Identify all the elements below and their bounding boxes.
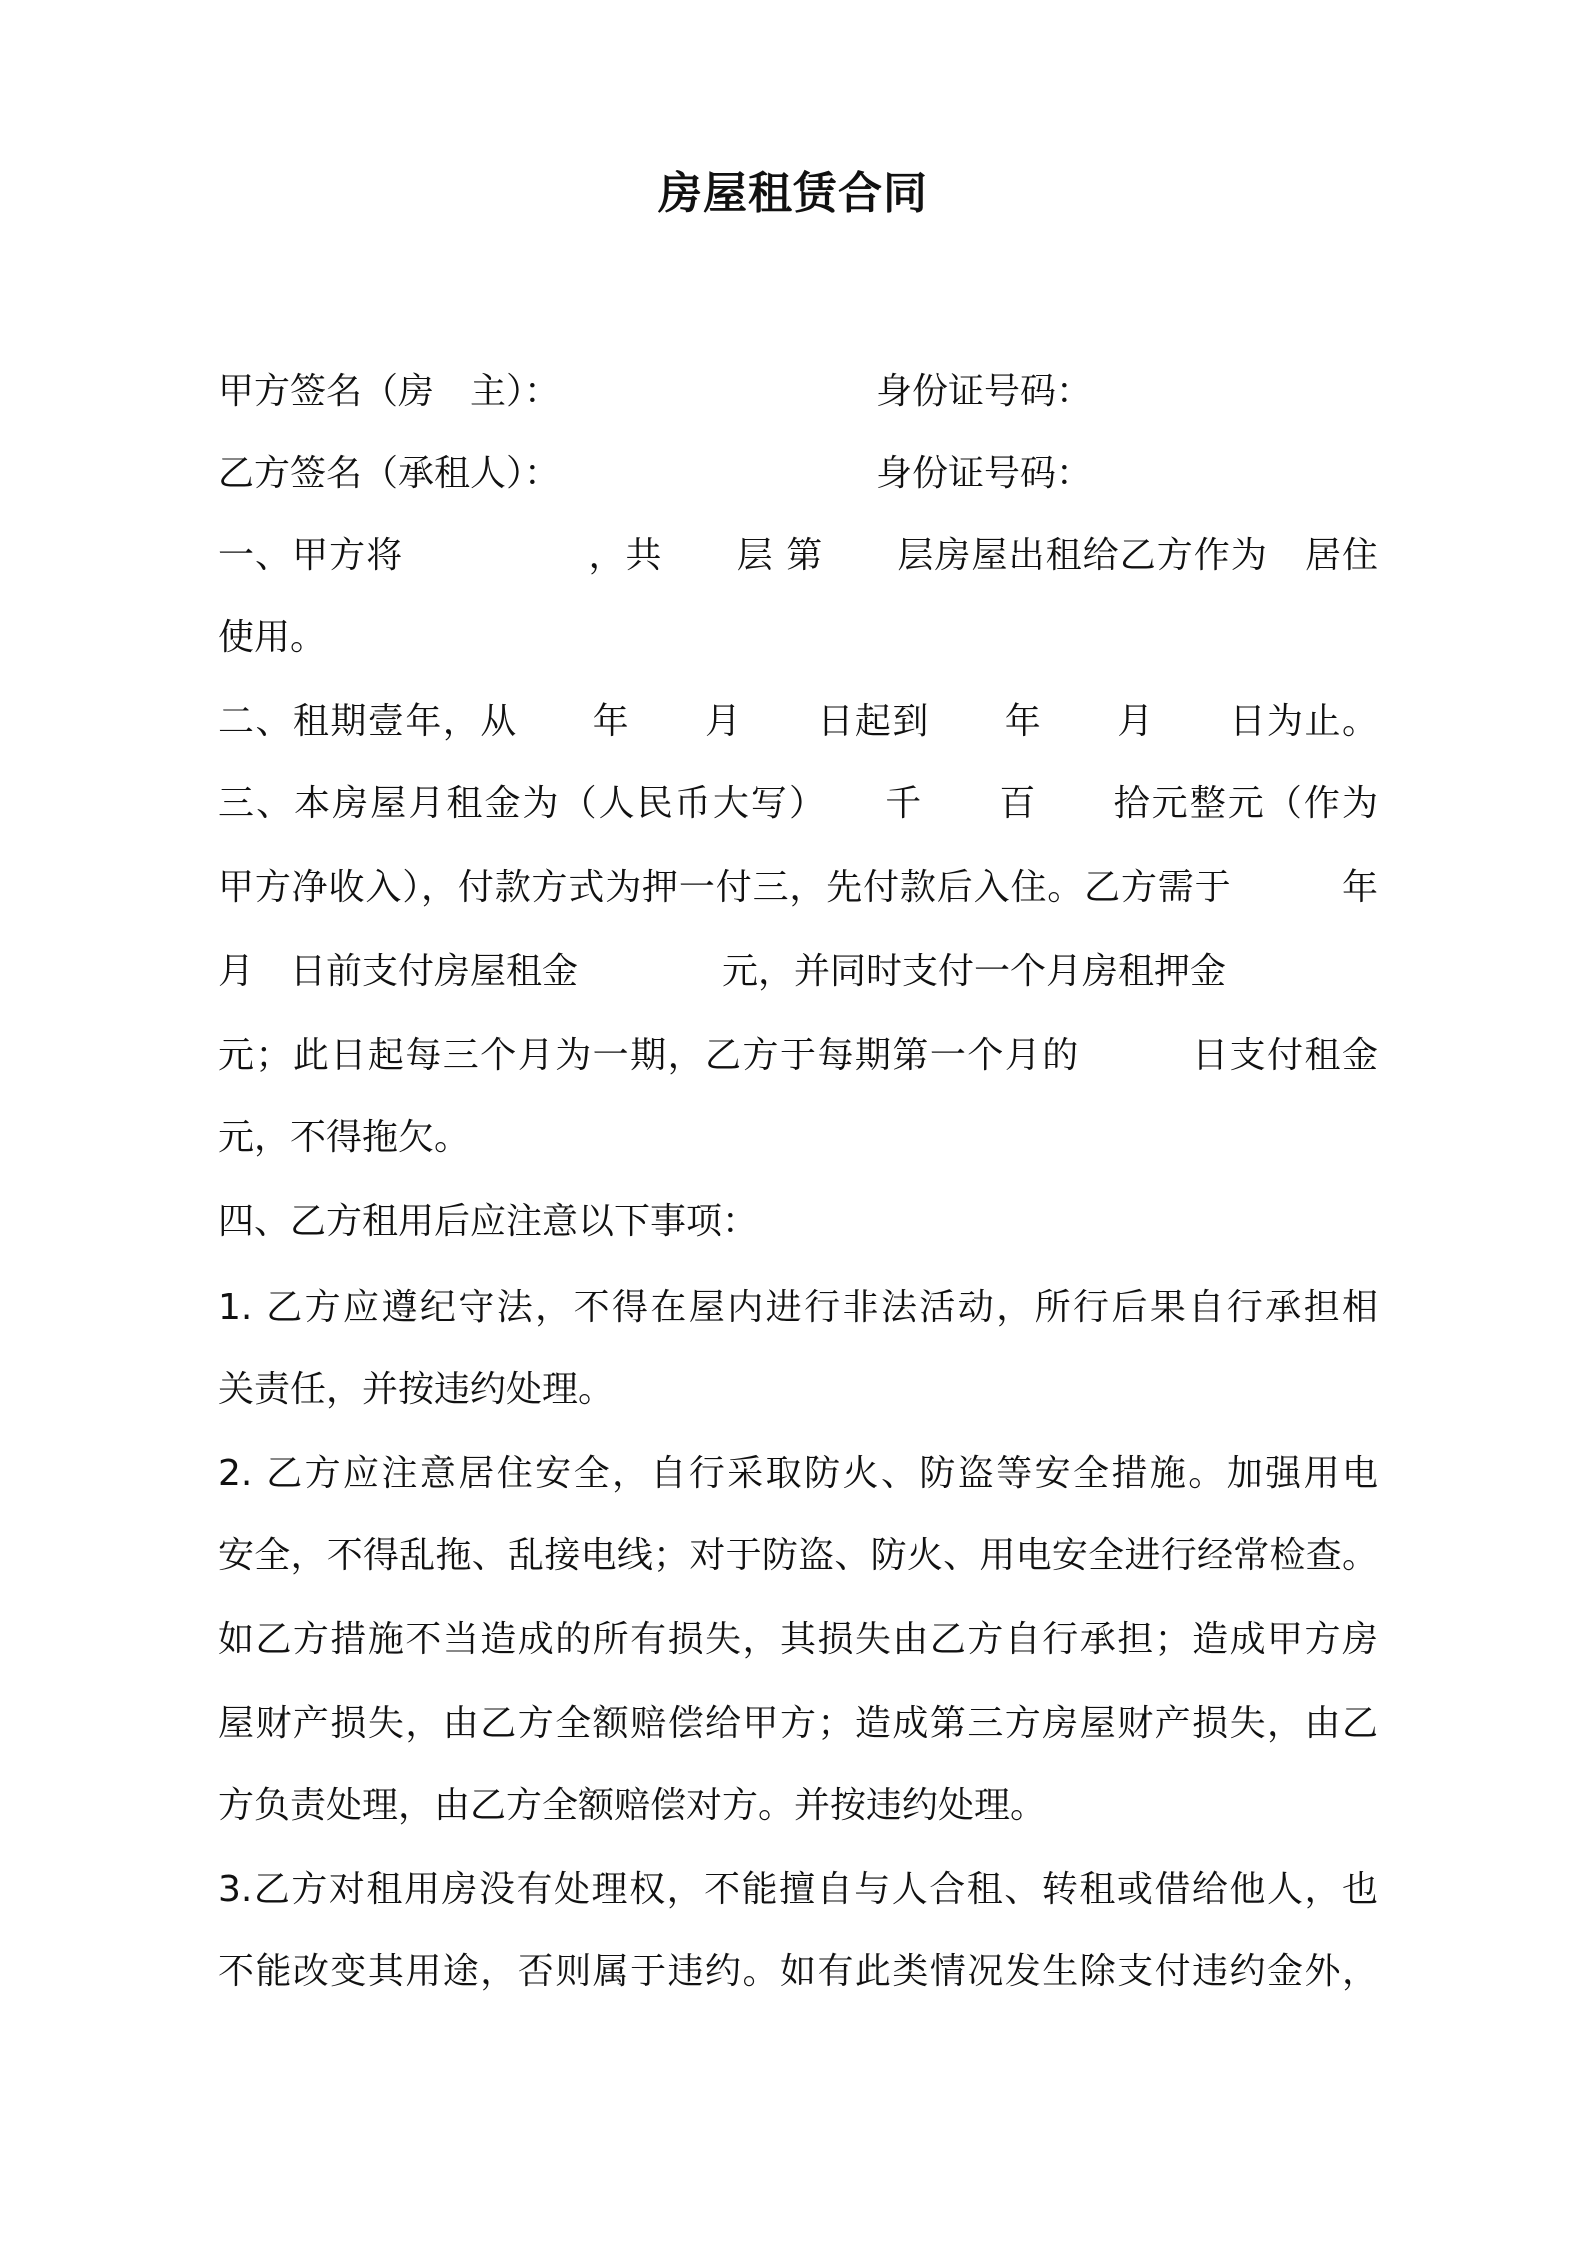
clause-2-line-1: 二、租期壹年，从 年 月 日起到 年 月 日为止。 [218,701,1378,742]
item-2-line-3: 如乙方措施不当造成的所有损失，其损失由乙方自行承担；造成甲方房 [218,1619,1378,1660]
party-b-signature-label: 乙方签名（承租人）： [218,453,561,494]
item-2-line-5: 方负责处理，由乙方全额赔偿对方。并按违约处理。 [218,1785,1047,1826]
clause-3-line-5: 元，不得拖欠。 [218,1117,471,1158]
item-2-line-2: 安全，不得乱拖、乱接电线；对于防盗、防火、用电安全进行经常检查。 [218,1535,1378,1576]
clause-3-line-3: 月 日前支付房屋租金 元，并同时支付一个月房租押金 [218,951,1227,992]
item-2-line-4: 屋财产损失，由乙方全额赔偿给甲方；造成第三方房屋财产损失，由乙 [218,1703,1378,1744]
clause-3-line-4: 元；此日起每三个月为一期，乙方于每期第一个月的 日支付租金 [218,1035,1378,1076]
party-a-signature-label: 甲方签名（房 主）： [218,371,561,412]
clause-1-line-1: 一、甲方将 ，共 层 第 层房屋出租给乙方作为 居住 [218,535,1378,576]
clause-4-heading: 四、乙方租用后应注意以下事项： [218,1201,759,1242]
item-1-line-2: 关责任，并按违约处理。 [218,1369,615,1410]
clause-1-line-2: 使用。 [218,617,327,658]
item-3-line-2: 不能改变其用途，否则属于违约。如有此类情况发生除支付违约金外， [218,1951,1378,1992]
party-b-id-label: 身份证号码： [876,453,1093,494]
party-a-id-label: 身份证号码： [876,371,1093,412]
item-3-line-1: 3.乙方对租用房没有处理权，不能擅自与人合租、转租或借给他人，也 [218,1869,1378,1910]
item-1-line-1: 1. 乙方应遵纪守法，不得在屋内进行非法活动，所行后果自行承担相 [218,1287,1378,1328]
item-2-line-1: 2. 乙方应注意居住安全，自行采取防火、防盗等安全措施。加强用电 [218,1453,1378,1494]
clause-3-line-2: 甲方净收入），付款方式为押一付三，先付款后入住。乙方需于 年 [218,867,1378,908]
clause-3-line-1: 三、本房屋月租金为（人民币大写） 千 百 拾元整元（作为 [218,783,1378,824]
page-title: 房屋租赁合同 [658,168,928,219]
